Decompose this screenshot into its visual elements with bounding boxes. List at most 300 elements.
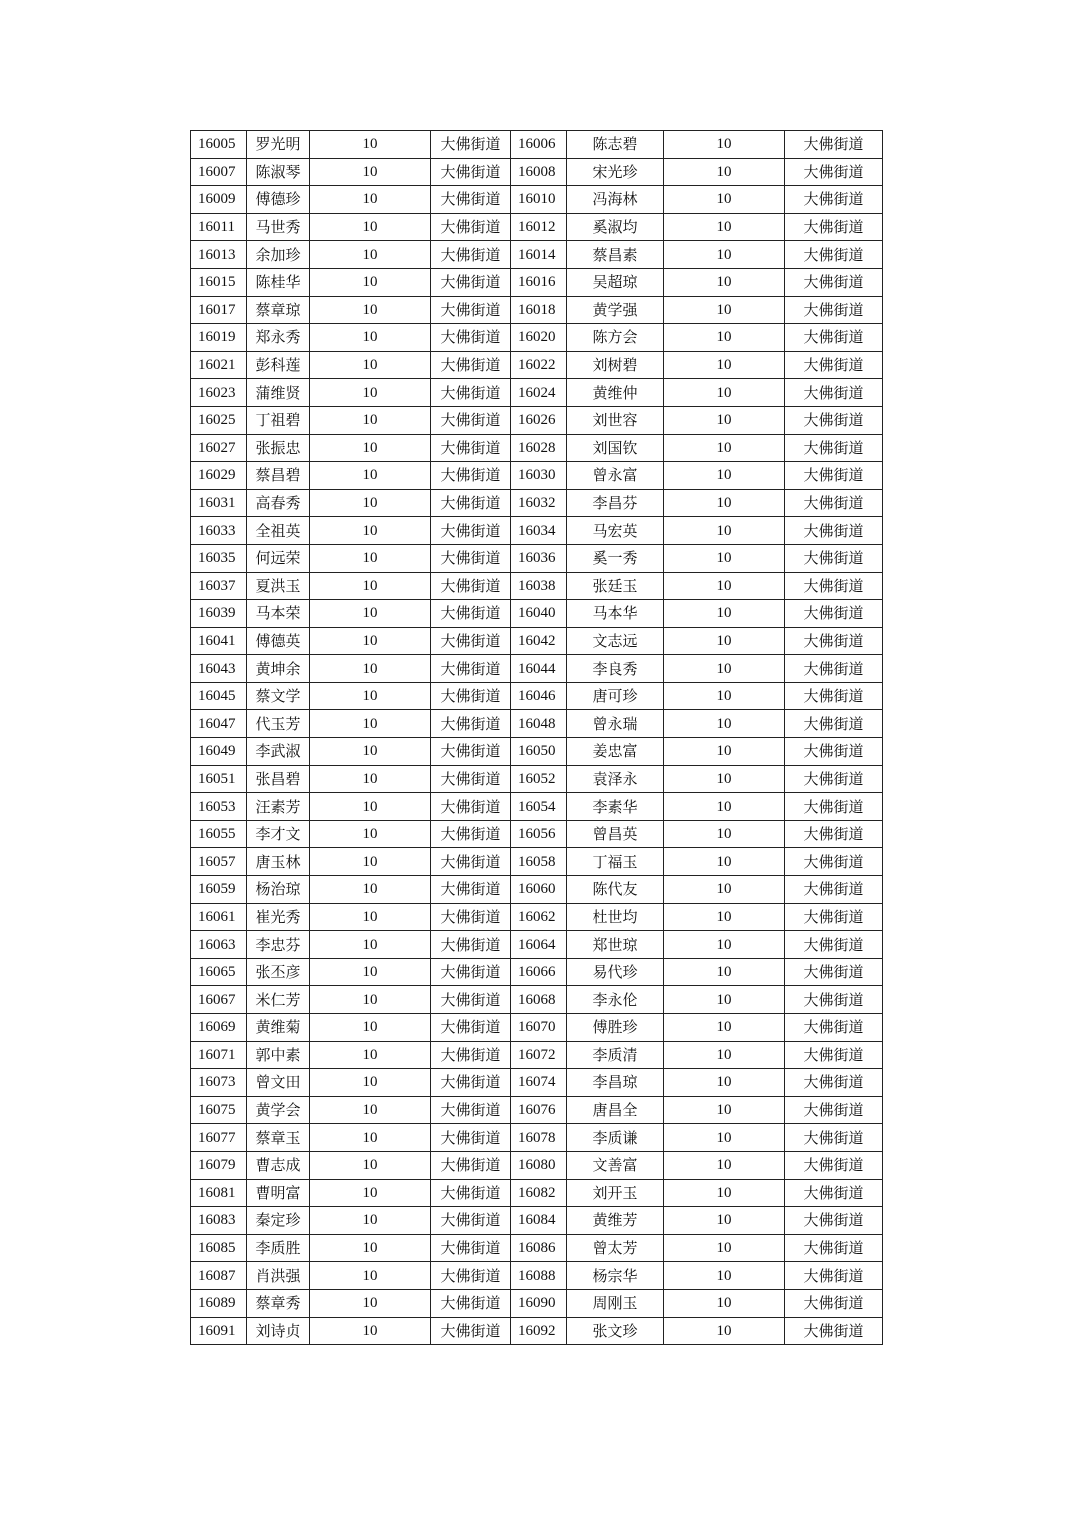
- cell-record-id: 16050: [511, 738, 567, 766]
- cell-record-id: 16042: [511, 627, 567, 655]
- cell-street-name: 大佛街道: [431, 1262, 511, 1290]
- cell-amount: 10: [310, 600, 431, 628]
- cell-person-name: 曾文田: [247, 1069, 310, 1097]
- cell-amount: 10: [664, 682, 785, 710]
- cell-amount: 10: [664, 793, 785, 821]
- cell-street-name: 大佛街道: [431, 1151, 511, 1179]
- cell-person-name: 蔡文学: [247, 682, 310, 710]
- cell-record-id: 16057: [191, 848, 247, 876]
- cell-street-name: 大佛街道: [431, 1124, 511, 1152]
- cell-person-name: 曾昌英: [567, 820, 664, 848]
- cell-street-name: 大佛街道: [431, 600, 511, 628]
- cell-street-name: 大佛街道: [785, 462, 883, 490]
- cell-person-name: 蔡章玉: [247, 1124, 310, 1152]
- cell-street-name: 大佛街道: [785, 434, 883, 462]
- cell-street-name: 大佛街道: [431, 1207, 511, 1235]
- cell-amount: 10: [310, 1262, 431, 1290]
- cell-street-name: 大佛街道: [785, 241, 883, 269]
- cell-street-name: 大佛街道: [431, 517, 511, 545]
- cell-person-name: 郑永秀: [247, 324, 310, 352]
- cell-record-id: 16089: [191, 1289, 247, 1317]
- cell-amount: 10: [310, 489, 431, 517]
- cell-amount: 10: [310, 241, 431, 269]
- cell-person-name: 张丕彦: [247, 958, 310, 986]
- cell-person-name: 米仁芳: [247, 986, 310, 1014]
- cell-amount: 10: [310, 655, 431, 683]
- table-row: [191, 489, 883, 517]
- cell-street-name: 大佛街道: [785, 627, 883, 655]
- cell-amount: 10: [664, 379, 785, 407]
- cell-street-name: 大佛街道: [785, 406, 883, 434]
- table-row: [191, 765, 883, 793]
- cell-record-id: 16020: [511, 324, 567, 352]
- cell-amount: 10: [664, 1151, 785, 1179]
- cell-amount: 10: [664, 1234, 785, 1262]
- cell-amount: 10: [310, 434, 431, 462]
- cell-record-id: 16069: [191, 1014, 247, 1042]
- cell-street-name: 大佛街道: [785, 1041, 883, 1069]
- cell-record-id: 16023: [191, 379, 247, 407]
- cell-record-id: 16079: [191, 1151, 247, 1179]
- table-row: [191, 848, 883, 876]
- cell-street-name: 大佛街道: [785, 544, 883, 572]
- cell-amount: 10: [310, 544, 431, 572]
- table-row: [191, 600, 883, 628]
- cell-record-id: 16075: [191, 1096, 247, 1124]
- cell-person-name: 曹明富: [247, 1179, 310, 1207]
- cell-street-name: 大佛街道: [785, 296, 883, 324]
- cell-street-name: 大佛街道: [431, 1179, 511, 1207]
- cell-record-id: 16066: [511, 958, 567, 986]
- cell-person-name: 奚淑均: [567, 213, 664, 241]
- table-row: [191, 1069, 883, 1097]
- table-row: [191, 186, 883, 214]
- cell-person-name: 黄维仲: [567, 379, 664, 407]
- cell-person-name: 刘世容: [567, 406, 664, 434]
- table-row: [191, 379, 883, 407]
- cell-record-id: 16024: [511, 379, 567, 407]
- cell-person-name: 马本荣: [247, 600, 310, 628]
- cell-street-name: 大佛街道: [785, 1234, 883, 1262]
- cell-person-name: 代玉芳: [247, 710, 310, 738]
- table-row: [191, 544, 883, 572]
- cell-amount: 10: [310, 351, 431, 379]
- cell-person-name: 何远荣: [247, 544, 310, 572]
- cell-record-id: 16051: [191, 765, 247, 793]
- table-row: [191, 131, 883, 159]
- cell-amount: 10: [310, 1234, 431, 1262]
- cell-amount: 10: [310, 848, 431, 876]
- cell-street-name: 大佛街道: [431, 903, 511, 931]
- cell-person-name: 张文珍: [567, 1317, 664, 1345]
- cell-street-name: 大佛街道: [431, 1069, 511, 1097]
- cell-person-name: 陈代友: [567, 876, 664, 904]
- cell-person-name: 黄学强: [567, 296, 664, 324]
- cell-street-name: 大佛街道: [785, 1289, 883, 1317]
- cell-street-name: 大佛街道: [431, 1289, 511, 1317]
- cell-person-name: 奚一秀: [567, 544, 664, 572]
- cell-record-id: 16091: [191, 1317, 247, 1345]
- cell-street-name: 大佛街道: [431, 682, 511, 710]
- cell-record-id: 16048: [511, 710, 567, 738]
- cell-person-name: 秦定珍: [247, 1207, 310, 1235]
- cell-amount: 10: [310, 1069, 431, 1097]
- table-row: [191, 572, 883, 600]
- cell-amount: 10: [664, 1096, 785, 1124]
- cell-amount: 10: [310, 876, 431, 904]
- cell-person-name: 蔡昌素: [567, 241, 664, 269]
- cell-street-name: 大佛街道: [431, 765, 511, 793]
- cell-person-name: 李永伦: [567, 986, 664, 1014]
- cell-person-name: 罗光明: [247, 131, 310, 159]
- cell-record-id: 16010: [511, 186, 567, 214]
- cell-amount: 10: [310, 131, 431, 159]
- cell-amount: 10: [310, 1124, 431, 1152]
- cell-street-name: 大佛街道: [785, 710, 883, 738]
- cell-street-name: 大佛街道: [785, 1179, 883, 1207]
- cell-street-name: 大佛街道: [431, 793, 511, 821]
- cell-person-name: 杨治琼: [247, 876, 310, 904]
- cell-record-id: 16028: [511, 434, 567, 462]
- cell-record-id: 16052: [511, 765, 567, 793]
- cell-record-id: 16056: [511, 820, 567, 848]
- cell-amount: 10: [664, 572, 785, 600]
- cell-record-id: 16021: [191, 351, 247, 379]
- table-row: [191, 1289, 883, 1317]
- cell-street-name: 大佛街道: [431, 986, 511, 1014]
- cell-record-id: 16087: [191, 1262, 247, 1290]
- cell-amount: 10: [664, 241, 785, 269]
- cell-person-name: 曹志成: [247, 1151, 310, 1179]
- cell-person-name: 余加珍: [247, 241, 310, 269]
- cell-person-name: 丁福玉: [567, 848, 664, 876]
- cell-record-id: 16008: [511, 158, 567, 186]
- table-row: [191, 958, 883, 986]
- cell-record-id: 16067: [191, 986, 247, 1014]
- cell-amount: 10: [310, 324, 431, 352]
- cell-person-name: 袁泽永: [567, 765, 664, 793]
- cell-amount: 10: [664, 738, 785, 766]
- cell-record-id: 16017: [191, 296, 247, 324]
- cell-person-name: 夏洪玉: [247, 572, 310, 600]
- cell-street-name: 大佛街道: [785, 1207, 883, 1235]
- cell-amount: 10: [664, 1069, 785, 1097]
- cell-person-name: 黄维芳: [567, 1207, 664, 1235]
- cell-street-name: 大佛街道: [431, 379, 511, 407]
- cell-amount: 10: [664, 517, 785, 545]
- cell-person-name: 唐玉林: [247, 848, 310, 876]
- cell-amount: 10: [664, 131, 785, 159]
- cell-amount: 10: [664, 655, 785, 683]
- cell-amount: 10: [310, 379, 431, 407]
- cell-street-name: 大佛街道: [785, 682, 883, 710]
- cell-street-name: 大佛街道: [785, 268, 883, 296]
- cell-street-name: 大佛街道: [785, 931, 883, 959]
- cell-record-id: 16006: [511, 131, 567, 159]
- cell-amount: 10: [310, 820, 431, 848]
- cell-street-name: 大佛街道: [785, 848, 883, 876]
- cell-amount: 10: [310, 627, 431, 655]
- table-row: [191, 903, 883, 931]
- cell-person-name: 李质谦: [567, 1124, 664, 1152]
- cell-record-id: 16005: [191, 131, 247, 159]
- cell-record-id: 16038: [511, 572, 567, 600]
- cell-record-id: 16033: [191, 517, 247, 545]
- cell-amount: 10: [310, 1041, 431, 1069]
- cell-person-name: 傅德珍: [247, 186, 310, 214]
- cell-street-name: 大佛街道: [431, 848, 511, 876]
- cell-person-name: 蔡昌碧: [247, 462, 310, 490]
- cell-street-name: 大佛街道: [431, 489, 511, 517]
- cell-record-id: 16065: [191, 958, 247, 986]
- cell-person-name: 黄学会: [247, 1096, 310, 1124]
- table-row: [191, 462, 883, 490]
- cell-record-id: 16074: [511, 1069, 567, 1097]
- cell-person-name: 傅胜珍: [567, 1014, 664, 1042]
- cell-amount: 10: [664, 931, 785, 959]
- table-row: [191, 1124, 883, 1152]
- cell-amount: 10: [664, 489, 785, 517]
- cell-person-name: 李忠芬: [247, 931, 310, 959]
- table-row: [191, 1179, 883, 1207]
- cell-amount: 10: [664, 1317, 785, 1345]
- cell-person-name: 李素华: [567, 793, 664, 821]
- cell-person-name: 冯海林: [567, 186, 664, 214]
- cell-record-id: 16013: [191, 241, 247, 269]
- cell-person-name: 郭中素: [247, 1041, 310, 1069]
- cell-person-name: 蒲维贤: [247, 379, 310, 407]
- cell-street-name: 大佛街道: [785, 738, 883, 766]
- cell-amount: 10: [664, 710, 785, 738]
- cell-record-id: 16036: [511, 544, 567, 572]
- cell-person-name: 李质胜: [247, 1234, 310, 1262]
- cell-street-name: 大佛街道: [785, 986, 883, 1014]
- cell-record-id: 16068: [511, 986, 567, 1014]
- cell-street-name: 大佛街道: [785, 158, 883, 186]
- cell-person-name: 张昌碧: [247, 765, 310, 793]
- cell-street-name: 大佛街道: [431, 820, 511, 848]
- cell-person-name: 肖洪强: [247, 1262, 310, 1290]
- cell-street-name: 大佛街道: [431, 544, 511, 572]
- cell-amount: 10: [664, 765, 785, 793]
- cell-street-name: 大佛街道: [785, 1069, 883, 1097]
- table-row: [191, 1207, 883, 1235]
- cell-amount: 10: [664, 958, 785, 986]
- cell-record-id: 16035: [191, 544, 247, 572]
- cell-street-name: 大佛街道: [431, 876, 511, 904]
- cell-record-id: 16016: [511, 268, 567, 296]
- cell-street-name: 大佛街道: [785, 1124, 883, 1152]
- cell-street-name: 大佛街道: [431, 1096, 511, 1124]
- cell-amount: 10: [310, 903, 431, 931]
- cell-person-name: 陈志碧: [567, 131, 664, 159]
- cell-person-name: 马世秀: [247, 213, 310, 241]
- table-row: [191, 406, 883, 434]
- cell-street-name: 大佛街道: [785, 324, 883, 352]
- cell-street-name: 大佛街道: [431, 1041, 511, 1069]
- table-row: [191, 434, 883, 462]
- cell-street-name: 大佛街道: [431, 434, 511, 462]
- cell-amount: 10: [310, 765, 431, 793]
- cell-amount: 10: [310, 213, 431, 241]
- table-row: [191, 986, 883, 1014]
- cell-street-name: 大佛街道: [785, 958, 883, 986]
- cell-record-id: 16063: [191, 931, 247, 959]
- cell-street-name: 大佛街道: [431, 241, 511, 269]
- cell-person-name: 丁祖碧: [247, 406, 310, 434]
- cell-amount: 10: [664, 1041, 785, 1069]
- table-row: [191, 1096, 883, 1124]
- table-row: [191, 1262, 883, 1290]
- cell-record-id: 16083: [191, 1207, 247, 1235]
- cell-person-name: 宋光珍: [567, 158, 664, 186]
- cell-street-name: 大佛街道: [431, 1317, 511, 1345]
- cell-street-name: 大佛街道: [785, 903, 883, 931]
- cell-record-id: 16009: [191, 186, 247, 214]
- cell-person-name: 曾永富: [567, 462, 664, 490]
- cell-amount: 10: [310, 710, 431, 738]
- cell-street-name: 大佛街道: [431, 296, 511, 324]
- cell-record-id: 16037: [191, 572, 247, 600]
- cell-amount: 10: [664, 462, 785, 490]
- cell-record-id: 16043: [191, 655, 247, 683]
- cell-amount: 10: [310, 517, 431, 545]
- cell-amount: 10: [310, 186, 431, 214]
- cell-record-id: 16032: [511, 489, 567, 517]
- cell-person-name: 曾永瑞: [567, 710, 664, 738]
- cell-street-name: 大佛街道: [431, 1014, 511, 1042]
- cell-record-id: 16085: [191, 1234, 247, 1262]
- cell-amount: 10: [664, 1179, 785, 1207]
- cell-amount: 10: [664, 351, 785, 379]
- cell-person-name: 刘国钦: [567, 434, 664, 462]
- cell-record-id: 16060: [511, 876, 567, 904]
- cell-person-name: 郑世琼: [567, 931, 664, 959]
- table-row: [191, 627, 883, 655]
- cell-street-name: 大佛街道: [431, 131, 511, 159]
- cell-person-name: 全祖英: [247, 517, 310, 545]
- cell-person-name: 刘诗贞: [247, 1317, 310, 1345]
- table-row: [191, 158, 883, 186]
- cell-street-name: 大佛街道: [785, 1317, 883, 1345]
- cell-street-name: 大佛街道: [785, 517, 883, 545]
- cell-street-name: 大佛街道: [431, 268, 511, 296]
- cell-street-name: 大佛街道: [431, 931, 511, 959]
- cell-amount: 10: [310, 406, 431, 434]
- cell-amount: 10: [310, 1151, 431, 1179]
- cell-record-id: 16054: [511, 793, 567, 821]
- cell-amount: 10: [664, 268, 785, 296]
- cell-amount: 10: [664, 213, 785, 241]
- cell-amount: 10: [310, 738, 431, 766]
- cell-amount: 10: [664, 820, 785, 848]
- cell-amount: 10: [310, 682, 431, 710]
- table-row: [191, 876, 883, 904]
- cell-record-id: 16070: [511, 1014, 567, 1042]
- cell-person-name: 唐昌全: [567, 1096, 664, 1124]
- cell-person-name: 李武淑: [247, 738, 310, 766]
- cell-person-name: 文志远: [567, 627, 664, 655]
- cell-person-name: 陈方会: [567, 324, 664, 352]
- table-row: [191, 1317, 883, 1345]
- cell-street-name: 大佛街道: [431, 406, 511, 434]
- cell-street-name: 大佛街道: [785, 793, 883, 821]
- cell-person-name: 傅德英: [247, 627, 310, 655]
- cell-street-name: 大佛街道: [431, 1234, 511, 1262]
- roster-table-body: [191, 131, 883, 1345]
- cell-amount: 10: [310, 158, 431, 186]
- cell-person-name: 刘树碧: [567, 351, 664, 379]
- cell-amount: 10: [664, 986, 785, 1014]
- cell-amount: 10: [310, 1317, 431, 1345]
- cell-person-name: 黄维菊: [247, 1014, 310, 1042]
- cell-street-name: 大佛街道: [431, 158, 511, 186]
- cell-record-id: 16007: [191, 158, 247, 186]
- cell-amount: 10: [664, 296, 785, 324]
- table-row: [191, 213, 883, 241]
- cell-person-name: 张廷玉: [567, 572, 664, 600]
- cell-record-id: 16045: [191, 682, 247, 710]
- cell-person-name: 姜忠富: [567, 738, 664, 766]
- cell-amount: 10: [664, 627, 785, 655]
- table-row: [191, 268, 883, 296]
- cell-street-name: 大佛街道: [431, 462, 511, 490]
- cell-street-name: 大佛街道: [785, 489, 883, 517]
- table-row: [191, 1151, 883, 1179]
- cell-record-id: 16059: [191, 876, 247, 904]
- cell-person-name: 吴超琼: [567, 268, 664, 296]
- cell-person-name: 汪素芳: [247, 793, 310, 821]
- cell-street-name: 大佛街道: [431, 655, 511, 683]
- cell-street-name: 大佛街道: [785, 655, 883, 683]
- cell-person-name: 杨宗华: [567, 1262, 664, 1290]
- cell-record-id: 16018: [511, 296, 567, 324]
- cell-amount: 10: [664, 434, 785, 462]
- cell-record-id: 16062: [511, 903, 567, 931]
- cell-street-name: 大佛街道: [785, 213, 883, 241]
- cell-amount: 10: [310, 296, 431, 324]
- cell-amount: 10: [310, 793, 431, 821]
- table-row: [191, 1041, 883, 1069]
- cell-record-id: 16092: [511, 1317, 567, 1345]
- cell-record-id: 16076: [511, 1096, 567, 1124]
- cell-record-id: 16030: [511, 462, 567, 490]
- table-row: [191, 655, 883, 683]
- cell-person-name: 周刚玉: [567, 1289, 664, 1317]
- cell-street-name: 大佛街道: [431, 572, 511, 600]
- cell-street-name: 大佛街道: [785, 379, 883, 407]
- cell-street-name: 大佛街道: [431, 958, 511, 986]
- cell-record-id: 16084: [511, 1207, 567, 1235]
- table-row: [191, 820, 883, 848]
- cell-record-id: 16014: [511, 241, 567, 269]
- cell-amount: 10: [664, 1124, 785, 1152]
- cell-street-name: 大佛街道: [431, 710, 511, 738]
- cell-amount: 10: [310, 986, 431, 1014]
- cell-person-name: 杜世均: [567, 903, 664, 931]
- cell-record-id: 16064: [511, 931, 567, 959]
- cell-street-name: 大佛街道: [785, 131, 883, 159]
- cell-street-name: 大佛街道: [431, 351, 511, 379]
- cell-amount: 10: [310, 1096, 431, 1124]
- roster-table: [190, 130, 883, 1345]
- cell-amount: 10: [664, 848, 785, 876]
- cell-person-name: 刘开玉: [567, 1179, 664, 1207]
- table-row: [191, 296, 883, 324]
- cell-record-id: 16081: [191, 1179, 247, 1207]
- cell-record-id: 16031: [191, 489, 247, 517]
- cell-amount: 10: [664, 186, 785, 214]
